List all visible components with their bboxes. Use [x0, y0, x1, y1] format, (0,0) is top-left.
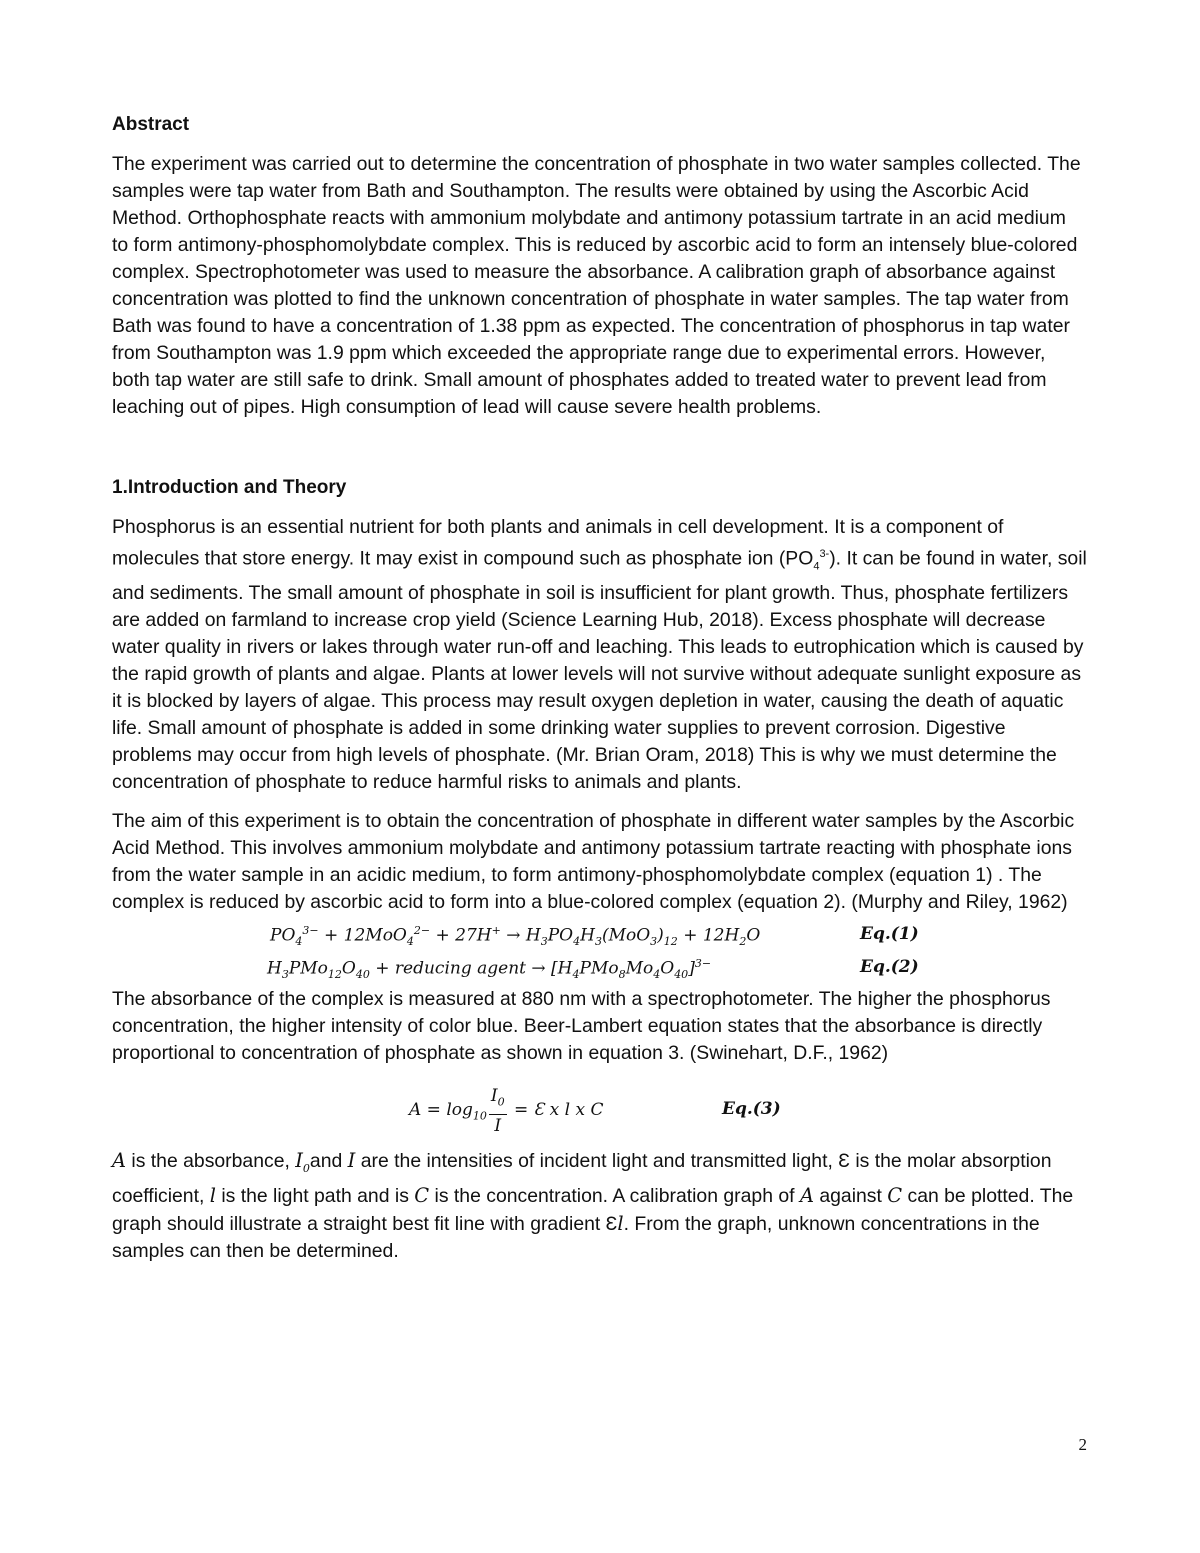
equation-2-expression: $H_3PMo_{12}O_{40}$ + reducing agent → $[H_4PMo_8Mo_4O_{40}]^{3-}$ — [267, 957, 712, 982]
intro-p1-text-b: ). It can be found in water, soil and sediments. The small amount of phosphate in soil is insufficient for plant growth. Thus, phosphate fertilizers are added on farmland to increase crop yield (Science Learning Hub, 2018). Excess phosphate will decrease water quality in rivers or lakes through water run-off and leaching. This leads to eutrophication which is caused by the rapid growth of plants and algae. Plants at lower levels will not survive without adequate sunlight exposure as it is blocked by layers of algae. This process may result oxygen depletion in water, causing the death of aquatic life. Small amount of phosphate is added in some drinking water supplies to prevent corrosion. Digestive problems may occur from high levels of phosphate. (Mr. Brian Oram, 2018) This is why we must determine the concentration of phosphate to reduce harmful risks to animals and plants. — [112, 547, 1087, 794]
equation-1 — [112, 920, 1087, 953]
page-number: 2 — [1078, 1435, 1087, 1454]
equation-1-expression: $PO_4^{3-} + 12MoO_4^{2-} + 27H^+ \to H_3PO_4H_3(MoO_3)_{12} + 12H_2O$ — [270, 924, 761, 949]
intro-p1-text-a: Phosphorus is an essential nutrient for both plants and animals in cell development. It is a component of molecules that store energy. It may exist in compound such as phosphate ion (PO — [112, 516, 1004, 570]
equation-3-expression: $A = \log_{10}$ $\frac{I_0}{I}$ = Ɛ x l x C — [409, 1086, 604, 1136]
equation-3 — [112, 1077, 1087, 1141]
introduction-paragraph-2: The aim of this experiment is to obtain the concentration of phosphate in different water samples by the Ascorbic Acid Method. This involves ammonium molybdate and antimony potassium tartrate reacting with phosphate ions from the water sample in an acidic medium, to form antimony-phosphomolybdate complex (equation 1) . The complex is reduced by ascorbic acid to form into a blue-colored complex (equation 2). (Murphy and Riley, 1962) — [112, 810, 1075, 914]
abstract-paragraph: The experiment was carried out to determine the concentration of phosphate in two water samples collected. The samples were tap water from Bath and Southampton. The results were obtained by using the Ascorbic Acid Method. Orthophosphate reacts with ammonium molybdate and antimony potassium tartrate in an acid medium to form antimony-phosphomolybdate complex. This is reduced by ascorbic acid to form an intensely blue-colored complex. Spectrophotometer was used to measure the absorbance. A calibration graph of absorbance against concentration was plotted to find the unknown concentration of phosphate in water samples. The tap water from Bath was found to have a concentration of 1.38 ppm as expected. The concentration of phosphorus in tap water from Southampton was 1.9 ppm which exceeded the appropriate range due to experimental errors. However, both tap water are still safe to drink. Small amount of phosphates added to treated water to prevent lead from leaching out of pipes. High consumption of lead will cause severe health problems. — [112, 153, 1081, 418]
introduction-paragraph-3: The absorbance of the complex is measured at 880 nm with a spectrophotometer. The higher the phosphorus concentration, the higher intensity of color blue. Beer-Lambert equation states that the absorbance is directly proportional to concentration of phosphate as shown in equation 3. (Swinehart, D.F., 1962) — [112, 988, 1051, 1065]
abstract-heading: Abstract — [112, 114, 190, 135]
introduction-heading: 1.Introduction and Theory — [112, 477, 347, 498]
equation-2-label: Eq.(2) — [860, 957, 919, 978]
equation-2 — [112, 953, 1087, 986]
document-page — [112, 112, 1087, 1265]
introduction-paragraph-1 — [112, 514, 1087, 796]
symbol-definitions-paragraph: A is the absorbance, $I_0and$ I are the intensities of incident light and transmitted light, Ɛ is the molar absorption coefficient, l is the light path and is C is the concentration. A calibration graph of A against C can be plotted. The graph should illustrate a straight best fit line with gradient Ɛl. From the graph, unknown concentrations in the samples can then be determined. — [112, 1149, 1074, 1263]
equation-3-fraction: $\frac{I_0}{I}$ — [490, 1086, 505, 1136]
phosphate-subscript: 4 — [813, 560, 820, 573]
equation-1-label: Eq.(1) — [860, 924, 919, 945]
equation-3-label: Eq.(3) — [722, 1099, 781, 1120]
phosphate-superscript: 3- — [819, 548, 830, 560]
